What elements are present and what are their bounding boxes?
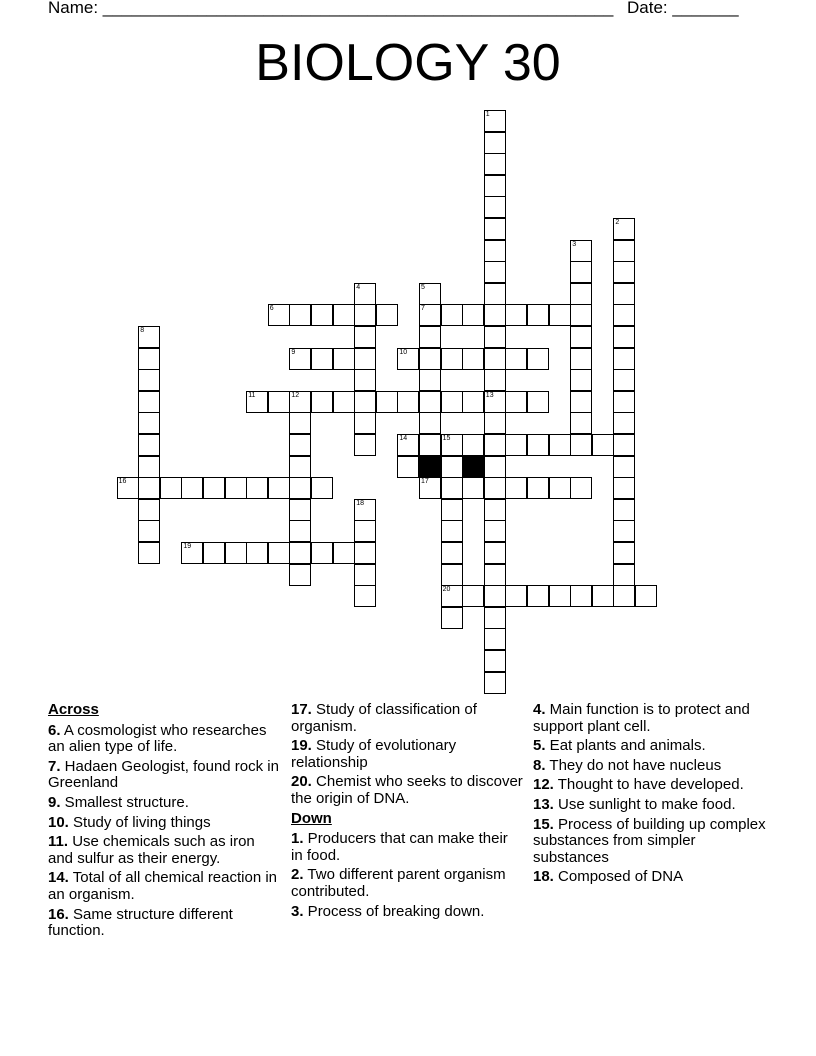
clue-text: Use sunlight to make food. bbox=[553, 795, 736, 813]
crossword-cell[interactable] bbox=[527, 434, 549, 456]
crossword-cell[interactable] bbox=[484, 520, 506, 542]
crossword-cell[interactable] bbox=[441, 607, 463, 629]
crossword-cell[interactable] bbox=[441, 304, 463, 326]
clue-item bbox=[291, 774, 523, 807]
crossword-cell[interactable] bbox=[484, 650, 506, 672]
crossword-cell[interactable] bbox=[138, 456, 160, 478]
crossword-cell[interactable] bbox=[484, 607, 506, 629]
crossword-cell[interactable] bbox=[138, 391, 160, 413]
crossword-cell[interactable] bbox=[289, 520, 311, 542]
clues-column-2 bbox=[291, 702, 523, 923]
crossword-cell[interactable] bbox=[138, 348, 160, 370]
clue-number: 10. bbox=[48, 813, 69, 831]
clue-item bbox=[291, 867, 523, 900]
clue-number: 1. bbox=[291, 830, 304, 848]
cell-number: 1 bbox=[485, 111, 490, 118]
clue-text: Hadaen Geologist, found rock in Greenland bbox=[48, 757, 279, 792]
cell-number: 11 bbox=[248, 391, 256, 399]
crossword-cell[interactable] bbox=[354, 304, 376, 326]
crossword-cell[interactable] bbox=[462, 391, 484, 413]
crossword-cell[interactable] bbox=[484, 499, 506, 521]
crossword-cell[interactable] bbox=[549, 304, 571, 326]
crossword-cell[interactable] bbox=[484, 196, 506, 218]
crossword-cell[interactable] bbox=[289, 391, 311, 413]
crossword-cell[interactable] bbox=[462, 348, 484, 370]
crossword-cell[interactable] bbox=[570, 369, 592, 391]
crossword-cell[interactable] bbox=[613, 369, 635, 391]
cell-number: 8 bbox=[140, 327, 145, 334]
crossword-cell[interactable] bbox=[268, 304, 290, 326]
crossword-cell[interactable] bbox=[138, 434, 160, 456]
clue-item bbox=[533, 869, 773, 886]
crossword-cell[interactable] bbox=[441, 434, 463, 456]
crossword-cell[interactable] bbox=[484, 218, 506, 240]
crossword-cell[interactable] bbox=[419, 348, 441, 370]
crossword-cell[interactable] bbox=[505, 348, 527, 370]
crossword-cell[interactable] bbox=[570, 348, 592, 370]
crossword-cell[interactable] bbox=[289, 499, 311, 521]
clue-number: 2. bbox=[291, 866, 304, 884]
crossword-cell[interactable] bbox=[354, 499, 376, 521]
clue-item bbox=[48, 795, 280, 812]
clue-item bbox=[291, 738, 523, 771]
crossword-cell[interactable] bbox=[354, 391, 376, 413]
clue-text: A cosmologist who researches an alien type of life. bbox=[48, 721, 267, 756]
crossword-cell[interactable] bbox=[441, 542, 463, 564]
crossword-cell[interactable] bbox=[376, 391, 398, 413]
clue-text: Study of living things bbox=[68, 813, 211, 831]
crossword-cell[interactable] bbox=[570, 326, 592, 348]
crossword-cell[interactable] bbox=[354, 564, 376, 586]
across-heading: Across bbox=[48, 701, 99, 718]
clue-text: They do not have nucleus bbox=[545, 756, 722, 774]
crossword-cell[interactable] bbox=[549, 434, 571, 456]
crossword-cell[interactable] bbox=[160, 477, 182, 499]
crossword-cell[interactable] bbox=[311, 304, 333, 326]
clue-number: 11. bbox=[48, 833, 69, 851]
clue-item bbox=[48, 870, 280, 903]
cell-number: 10 bbox=[399, 348, 408, 356]
cell-number: 18 bbox=[356, 499, 364, 507]
crossword-cell[interactable] bbox=[441, 348, 463, 370]
crossword-cell[interactable] bbox=[613, 434, 635, 456]
crossword-cell[interactable] bbox=[484, 434, 506, 456]
clue-text: Smallest structure. bbox=[60, 793, 189, 811]
crossword-cell[interactable] bbox=[549, 585, 571, 607]
crossword-cell[interactable] bbox=[181, 477, 203, 499]
crossword-cell[interactable] bbox=[613, 218, 635, 240]
crossword-cell[interactable] bbox=[289, 304, 311, 326]
crossword-cell[interactable] bbox=[441, 564, 463, 586]
crossword-cell[interactable] bbox=[117, 477, 139, 499]
crossword-cell[interactable] bbox=[462, 585, 484, 607]
clue-text: Use chemicals such as iron and sulfur as their energy. bbox=[48, 833, 255, 867]
clue-item bbox=[533, 817, 773, 867]
crossword-cell[interactable] bbox=[311, 348, 333, 370]
crossword-cell[interactable] bbox=[484, 175, 506, 197]
cell-number: 7 bbox=[421, 305, 425, 313]
cell-number: 19 bbox=[183, 543, 192, 550]
across-clue-list bbox=[48, 723, 280, 940]
cell-number: 16 bbox=[118, 478, 127, 486]
crossword-cell[interactable] bbox=[635, 585, 657, 607]
clue-number: 4. bbox=[533, 701, 546, 718]
clue-item bbox=[533, 738, 773, 755]
crossword-cell[interactable] bbox=[613, 283, 635, 305]
crossword-cell[interactable] bbox=[419, 283, 441, 305]
crossword-cell[interactable] bbox=[613, 520, 635, 542]
cell-number: 14 bbox=[399, 435, 408, 442]
crossword-cell[interactable] bbox=[138, 326, 160, 348]
cell-number: 20 bbox=[442, 586, 451, 594]
clue-number: 6. bbox=[48, 721, 61, 739]
crossword-cell[interactable] bbox=[613, 499, 635, 521]
clue-text: Same structure different function. bbox=[48, 905, 233, 940]
crossword-cell[interactable] bbox=[354, 434, 376, 456]
clue-number: 19. bbox=[291, 737, 312, 755]
clue-number: 13. bbox=[533, 795, 554, 813]
crossword-cell[interactable] bbox=[613, 542, 635, 564]
clue-item bbox=[291, 904, 523, 921]
crossword-cell[interactable] bbox=[570, 434, 592, 456]
crossword-cell[interactable] bbox=[484, 153, 506, 175]
cell-number: 17 bbox=[421, 478, 429, 486]
crossword-cell[interactable] bbox=[484, 348, 506, 370]
crossword-cell[interactable] bbox=[592, 585, 614, 607]
crossword-cell[interactable] bbox=[484, 391, 506, 413]
crossword-cell[interactable] bbox=[354, 369, 376, 391]
clue-text: Thought to have developed. bbox=[553, 776, 744, 794]
crossword-cell[interactable] bbox=[527, 477, 549, 499]
crossword-cell[interactable] bbox=[225, 477, 247, 499]
crossword-cell[interactable] bbox=[505, 477, 527, 499]
crossword-cell[interactable] bbox=[354, 348, 376, 370]
clue-text: Two different parent organism contributed. bbox=[291, 866, 506, 900]
crossword-cell[interactable] bbox=[397, 456, 419, 478]
crossword-cell[interactable] bbox=[570, 304, 592, 326]
clue-item bbox=[48, 834, 280, 867]
crossword-cell[interactable] bbox=[441, 499, 463, 521]
clue-number: 3. bbox=[291, 902, 304, 920]
crossword-cell[interactable] bbox=[613, 564, 635, 586]
crossword-cell[interactable] bbox=[397, 434, 419, 456]
crossword-cell[interactable] bbox=[484, 261, 506, 283]
clue-text: Study of classification of organism. bbox=[291, 701, 477, 735]
clue-text: Eat plants and animals. bbox=[545, 737, 706, 755]
clue-number: 5. bbox=[533, 737, 546, 755]
blocked-cell bbox=[462, 456, 484, 478]
clue-item bbox=[48, 907, 280, 940]
clue-item bbox=[533, 758, 773, 775]
crossword-cell[interactable] bbox=[289, 564, 311, 586]
cell-number: 15 bbox=[442, 435, 451, 442]
crossword-cell[interactable] bbox=[354, 283, 376, 305]
crossword-cell[interactable] bbox=[289, 456, 311, 478]
clue-text: Process of breaking down. bbox=[303, 902, 485, 920]
clue-number: 20. bbox=[291, 773, 312, 791]
clue-text: Composed of DNA bbox=[553, 868, 684, 886]
crossword-cell[interactable] bbox=[462, 477, 484, 499]
page-title: BIOLOGY 30 bbox=[255, 34, 561, 92]
crossword-cell[interactable] bbox=[613, 348, 635, 370]
crossword-cell[interactable] bbox=[397, 391, 419, 413]
crossword-cell[interactable] bbox=[354, 520, 376, 542]
crossword-cell[interactable] bbox=[505, 391, 527, 413]
crossword-cell[interactable] bbox=[246, 391, 268, 413]
clue-text: Main function is to protect and support plant cell. bbox=[533, 701, 750, 735]
crossword-cell[interactable] bbox=[484, 132, 506, 154]
crossword-cell[interactable] bbox=[441, 520, 463, 542]
crossword-cell[interactable] bbox=[441, 477, 463, 499]
crossword-cell[interactable] bbox=[441, 456, 463, 478]
clue-number: 15. bbox=[533, 815, 554, 833]
crossword-cell[interactable] bbox=[613, 304, 635, 326]
crossword-cell[interactable] bbox=[333, 542, 355, 564]
crossword-cell[interactable] bbox=[268, 391, 290, 413]
crossword-cell[interactable] bbox=[484, 542, 506, 564]
cell-number: 9 bbox=[291, 348, 296, 356]
clue-item bbox=[48, 815, 280, 832]
crossword-cell[interactable] bbox=[268, 542, 290, 564]
crossword-cell[interactable] bbox=[613, 391, 635, 413]
clue-text: Chemist who seeks to discover the origin of DNA. bbox=[291, 773, 523, 807]
crossword-cell[interactable] bbox=[333, 348, 355, 370]
clue-number: 16. bbox=[48, 905, 69, 923]
clue-number: 12. bbox=[533, 776, 554, 794]
clue-number: 9. bbox=[48, 793, 61, 811]
crossword-cell[interactable] bbox=[570, 412, 592, 434]
crossword-cell[interactable] bbox=[289, 434, 311, 456]
crossword-cell[interactable] bbox=[289, 542, 311, 564]
crossword-cell[interactable] bbox=[527, 348, 549, 370]
across-clue-list-continued bbox=[291, 702, 523, 808]
cell-number: 13 bbox=[485, 391, 494, 399]
crossword-cell[interactable] bbox=[333, 391, 355, 413]
crossword-cell[interactable] bbox=[203, 477, 225, 499]
crossword-cell[interactable] bbox=[484, 456, 506, 478]
down-clue-list bbox=[291, 831, 523, 920]
crossword-cell[interactable] bbox=[203, 542, 225, 564]
crossword-cell[interactable] bbox=[570, 283, 592, 305]
crossword-cell[interactable] bbox=[462, 434, 484, 456]
name-field[interactable]: Name: ______________________________________________________ bbox=[48, 0, 614, 17]
crossword-cell[interactable] bbox=[613, 585, 635, 607]
crossword-cell[interactable] bbox=[527, 304, 549, 326]
blocked-cell bbox=[419, 456, 441, 478]
crossword-cell[interactable] bbox=[570, 261, 592, 283]
crossword-cell[interactable] bbox=[138, 520, 160, 542]
crossword-cell[interactable] bbox=[376, 304, 398, 326]
crossword-cell[interactable] bbox=[527, 585, 549, 607]
crossword-cell[interactable] bbox=[570, 477, 592, 499]
cell-number: 2 bbox=[615, 219, 620, 226]
crossword-cell[interactable] bbox=[354, 326, 376, 348]
clue-item bbox=[533, 777, 773, 794]
clue-text: Producers that can make their in food. bbox=[291, 830, 508, 864]
crossword-cell[interactable] bbox=[484, 240, 506, 262]
crossword-cell[interactable] bbox=[613, 240, 635, 262]
crossword-cell[interactable] bbox=[613, 456, 635, 478]
crossword-cell[interactable] bbox=[311, 477, 333, 499]
crossword-cell[interactable] bbox=[484, 369, 506, 391]
crossword-cell[interactable] bbox=[419, 369, 441, 391]
crossword-cell[interactable] bbox=[138, 369, 160, 391]
crossword-cell[interactable] bbox=[333, 304, 355, 326]
crossword-cell[interactable] bbox=[484, 326, 506, 348]
cell-number: 4 bbox=[356, 283, 361, 291]
crossword-cell[interactable] bbox=[505, 304, 527, 326]
clue-text: Total of all chemical reaction in an organism. bbox=[48, 869, 278, 903]
crossword-cell[interactable] bbox=[613, 412, 635, 434]
crossword-cell[interactable] bbox=[419, 412, 441, 434]
crossword-cell[interactable] bbox=[441, 391, 463, 413]
clue-item bbox=[533, 797, 773, 814]
crossword-cell[interactable] bbox=[138, 542, 160, 564]
crossword-cell[interactable] bbox=[419, 326, 441, 348]
clue-number: 14. bbox=[48, 869, 69, 887]
crossword-cell[interactable] bbox=[311, 542, 333, 564]
clue-number: 17. bbox=[291, 701, 312, 718]
crossword-cell[interactable] bbox=[484, 412, 506, 434]
date-field[interactable]: Date: _______ bbox=[627, 0, 739, 17]
crossword-cell[interactable] bbox=[138, 499, 160, 521]
crossword-cell[interactable] bbox=[484, 283, 506, 305]
down-heading: Down bbox=[291, 809, 332, 827]
clue-item bbox=[291, 831, 523, 864]
crossword-cell[interactable] bbox=[181, 542, 203, 564]
crossword-cell[interactable] bbox=[138, 477, 160, 499]
crossword-cell[interactable] bbox=[419, 304, 441, 326]
crossword-cell[interactable] bbox=[613, 477, 635, 499]
crossword-cell[interactable] bbox=[505, 585, 527, 607]
crossword-cell[interactable] bbox=[484, 672, 506, 694]
cell-number: 5 bbox=[421, 283, 425, 291]
crossword-cell[interactable] bbox=[484, 628, 506, 650]
clue-item bbox=[291, 702, 523, 735]
crossword-cell[interactable] bbox=[570, 391, 592, 413]
crossword-cell[interactable] bbox=[354, 542, 376, 564]
crossword-cell[interactable] bbox=[527, 391, 549, 413]
crossword-cell[interactable] bbox=[613, 326, 635, 348]
crossword-cell[interactable] bbox=[419, 434, 441, 456]
crossword-cell[interactable] bbox=[484, 477, 506, 499]
clue-number: 18. bbox=[533, 868, 554, 886]
crossword-cell[interactable] bbox=[246, 477, 268, 499]
crossword-cell[interactable] bbox=[570, 585, 592, 607]
clue-item bbox=[48, 723, 280, 756]
crossword-cell[interactable] bbox=[484, 585, 506, 607]
crossword-cell[interactable] bbox=[354, 585, 376, 607]
crossword-cell[interactable] bbox=[613, 261, 635, 283]
crossword-cell[interactable] bbox=[484, 110, 506, 132]
crossword-cell[interactable] bbox=[268, 477, 290, 499]
crossword-cell[interactable] bbox=[549, 477, 571, 499]
cell-number: 3 bbox=[572, 240, 577, 248]
cell-number: 12 bbox=[291, 391, 300, 399]
crossword-cell[interactable] bbox=[311, 391, 333, 413]
crossword-cell[interactable] bbox=[570, 240, 592, 262]
clues-column-1 bbox=[48, 702, 280, 943]
clue-number: 8. bbox=[533, 756, 546, 774]
clue-item bbox=[48, 759, 280, 792]
clues-column-3 bbox=[533, 702, 773, 889]
crossword-cell[interactable] bbox=[354, 412, 376, 434]
down-clue-list-continued bbox=[533, 702, 773, 886]
crossword-cell[interactable] bbox=[484, 564, 506, 586]
crossword-cell[interactable] bbox=[419, 391, 441, 413]
crossword-cell[interactable] bbox=[484, 304, 506, 326]
clue-text: Process of building up complex substances from simpler substances bbox=[533, 815, 766, 866]
clue-text: Study of evolutionary relationship bbox=[291, 737, 457, 771]
crossword-cell[interactable] bbox=[419, 477, 441, 499]
crossword-cell[interactable] bbox=[397, 348, 419, 370]
crossword-cell[interactable] bbox=[246, 542, 268, 564]
crossword-cell[interactable] bbox=[462, 304, 484, 326]
clue-item bbox=[533, 702, 773, 735]
clue-number: 7. bbox=[48, 757, 61, 775]
crossword-cell[interactable] bbox=[289, 412, 311, 434]
crossword-cell[interactable] bbox=[505, 434, 527, 456]
crossword-cell[interactable] bbox=[225, 542, 247, 564]
crossword-cell[interactable] bbox=[289, 348, 311, 370]
cell-number: 6 bbox=[269, 305, 274, 313]
crossword-cell[interactable] bbox=[289, 477, 311, 499]
crossword-cell[interactable] bbox=[441, 585, 463, 607]
crossword-cell[interactable] bbox=[138, 412, 160, 434]
crossword-cell[interactable] bbox=[592, 434, 614, 456]
